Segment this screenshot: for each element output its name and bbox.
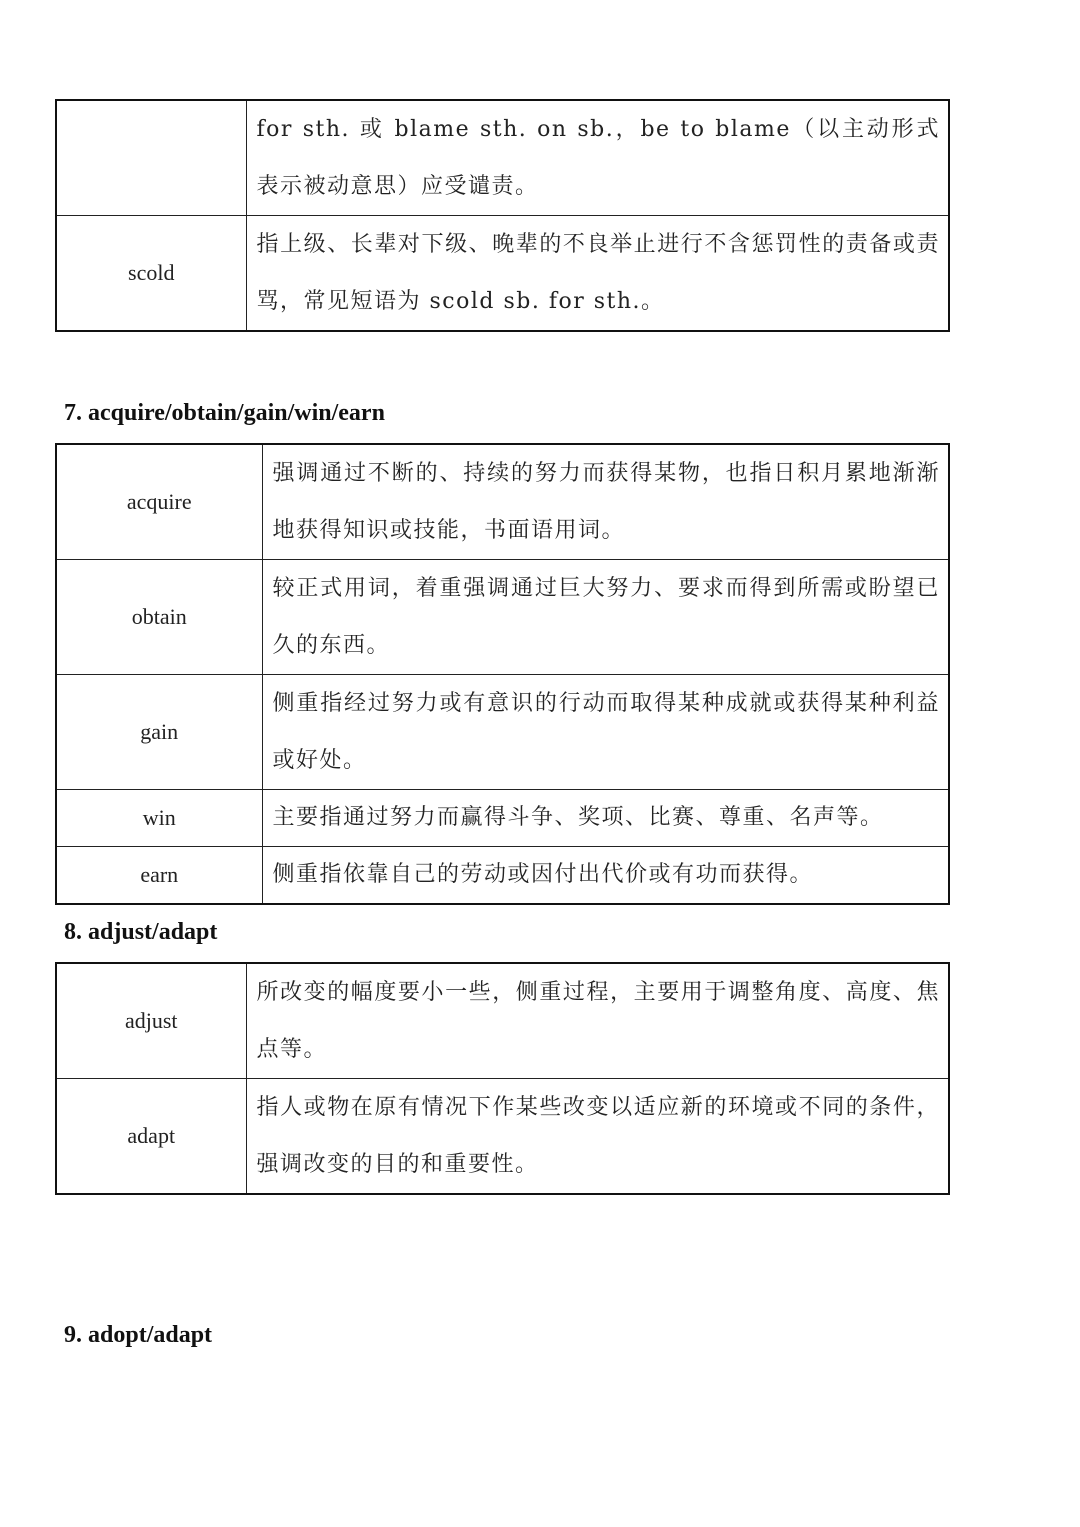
definition-cell: 侧重指经过努力或有意识的行动而取得某种成就或获得某种利益或好处。 <box>262 675 949 790</box>
word-cell: earn <box>56 847 262 904</box>
table-row <box>56 444 949 560</box>
word-cell: obtain <box>56 560 262 675</box>
table-row <box>56 675 949 790</box>
table-row <box>56 216 949 332</box>
section-heading-9: 9. adopt/adapt <box>64 1322 213 1348</box>
definition-cell: 所改变的幅度要小一些，侧重过程，主要用于调整角度、高度、焦点等。 <box>246 963 949 1079</box>
definition-cell: 强调通过不断的、持续的努力而获得某物，也指日积月累地渐渐地获得知识或技能，书面语用词。 <box>262 444 949 560</box>
word-cell: win <box>56 790 262 847</box>
definition-cell: for sth. 或 blame sth. on sb.，be to blame（以主动形式表示被动意思）应受谴责。 <box>246 100 949 216</box>
table-section-7 <box>55 443 950 905</box>
definition-cell: 主要指通过努力而赢得斗争、奖项、比赛、尊重、名声等。 <box>262 790 949 847</box>
word-cell <box>56 100 246 216</box>
word-cell: adapt <box>56 1079 246 1195</box>
word-cell: adjust <box>56 963 246 1079</box>
word-cell: scold <box>56 216 246 332</box>
word-cell: gain <box>56 675 262 790</box>
section-heading-8: 8. adjust/adapt <box>64 919 218 945</box>
table-row <box>56 963 949 1079</box>
definition-cell: 指人或物在原有情况下作某些改变以适应新的环境或不同的条件，强调改变的目的和重要性。 <box>246 1079 949 1195</box>
section-heading-7: 7. acquire/obtain/gain/win/earn <box>64 400 385 426</box>
table-row <box>56 560 949 675</box>
table-row <box>56 1079 949 1195</box>
definition-cell: 侧重指依靠自己的劳动或因付出代价或有功而获得。 <box>262 847 949 904</box>
table-row <box>56 847 949 904</box>
table-row <box>56 790 949 847</box>
table-row <box>56 100 949 216</box>
definition-cell: 指上级、长辈对下级、晚辈的不良举止进行不含惩罚性的责备或责骂，常见短语为 scold sb. for sth.。 <box>246 216 949 332</box>
table-section-8 <box>55 962 950 1195</box>
table-continued <box>55 99 950 332</box>
definition-cell: 较正式用词，着重强调通过巨大努力、要求而得到所需或盼望已久的东西。 <box>262 560 949 675</box>
word-cell: acquire <box>56 444 262 560</box>
